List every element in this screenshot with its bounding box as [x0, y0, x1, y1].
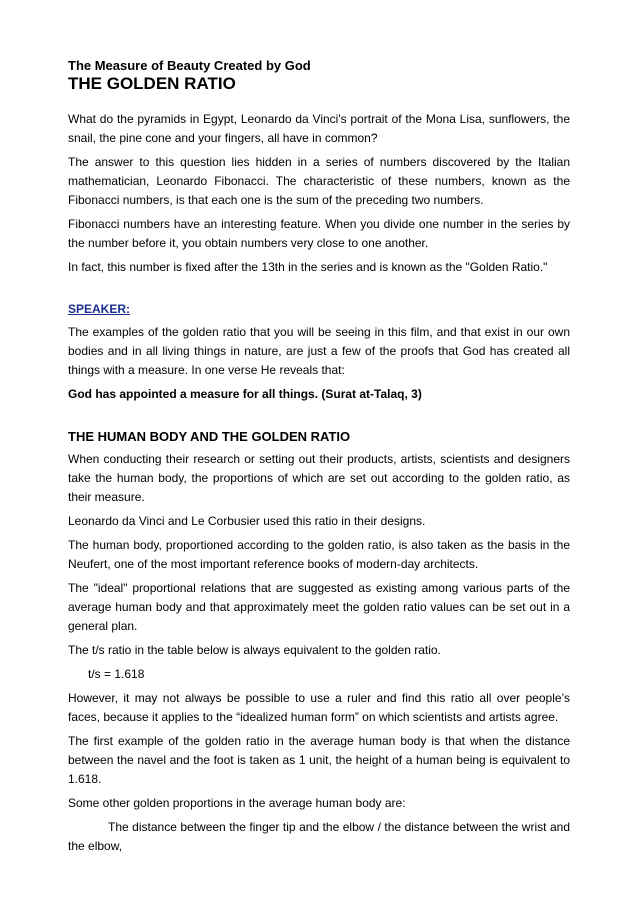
section-heading-human-body: THE HUMAN BODY AND THE GOLDEN RATIO	[68, 429, 351, 444]
speaker-paragraph: The examples of the golden ratio that you will be seeing in this film, and that exist in our own bodies and in all living things in nature, are just a few of the proofs that God has created all things with a measure. In one verse He reveals that:	[68, 325, 570, 377]
human-body-paragraph-5: The t/s ratio in the table below is always equivalent to the golden ratio.	[68, 643, 441, 657]
human-body-paragraph-3: The human body, proportioned according to the golden ratio, is also taken as the basis in the Neufert, one of the most important reference books of modern-day architects.	[68, 538, 570, 571]
human-body-paragraph-4: The "ideal" proportional relations that are suggested as existing among various parts of the average human body and that approximately meet the golden ratio values can be set out in a general plan.	[68, 581, 570, 633]
human-body-paragraph-1: When conducting their research or setting out their products, artists, scientists and designers take the human body, the proportions of which are set out according to the golden ratio, as their measure.	[68, 452, 570, 504]
intro-paragraph-3: Fibonacci numbers have an interesting feature. When you divide one number in the series by the number before it, you obtain numbers very close to one another.	[68, 217, 570, 250]
intro-paragraph-4: In fact, this number is fixed after the 13th in the series and is known as the "Golden Ratio."	[68, 260, 548, 274]
golden-ratio-formula: t/s = 1.618	[88, 667, 145, 681]
quran-quote: God has appointed a measure for all things. (Surat at-Talaq, 3)	[68, 387, 422, 401]
human-body-paragraph-9: The distance between the finger tip and the elbow / the distance between the wrist and the elbow,	[68, 820, 570, 853]
intro-paragraph-2: The answer to this question lies hidden in a series of numbers discovered by the Italian mathematician, Leonardo Fibonacci. The characteristic of these numbers, known as the Fibonacci numbers, is that each one is the sum of the preceding two numbers.	[68, 155, 570, 207]
human-body-paragraph-8: Some other golden proportions in the average human body are:	[68, 796, 406, 810]
human-body-paragraph-7: The first example of the golden ratio in the average human body is that when the distance between the navel and the foot is taken as 1 unit, the height of a human being is equivalent to 1.618.	[68, 734, 570, 786]
document-title: THE GOLDEN RATIO	[68, 74, 236, 93]
intro-paragraph-1: What do the pyramids in Egypt, Leonardo da Vinci's portrait of the Mona Lisa, sunflowers, the snail, the pine cone and your fingers, all have in common?	[68, 112, 570, 145]
human-body-paragraph-2: Leonardo da Vinci and Le Corbusier used this ratio in their designs.	[68, 514, 426, 528]
human-body-paragraph-6: However, it may not always be possible to use a ruler and find this ratio all over people’s faces, because it applies to the “idealized human form” on which scientists and artists agree.	[68, 691, 570, 724]
document-subtitle: The Measure of Beauty Created by God	[68, 58, 311, 73]
speaker-label: SPEAKER:	[68, 302, 131, 316]
